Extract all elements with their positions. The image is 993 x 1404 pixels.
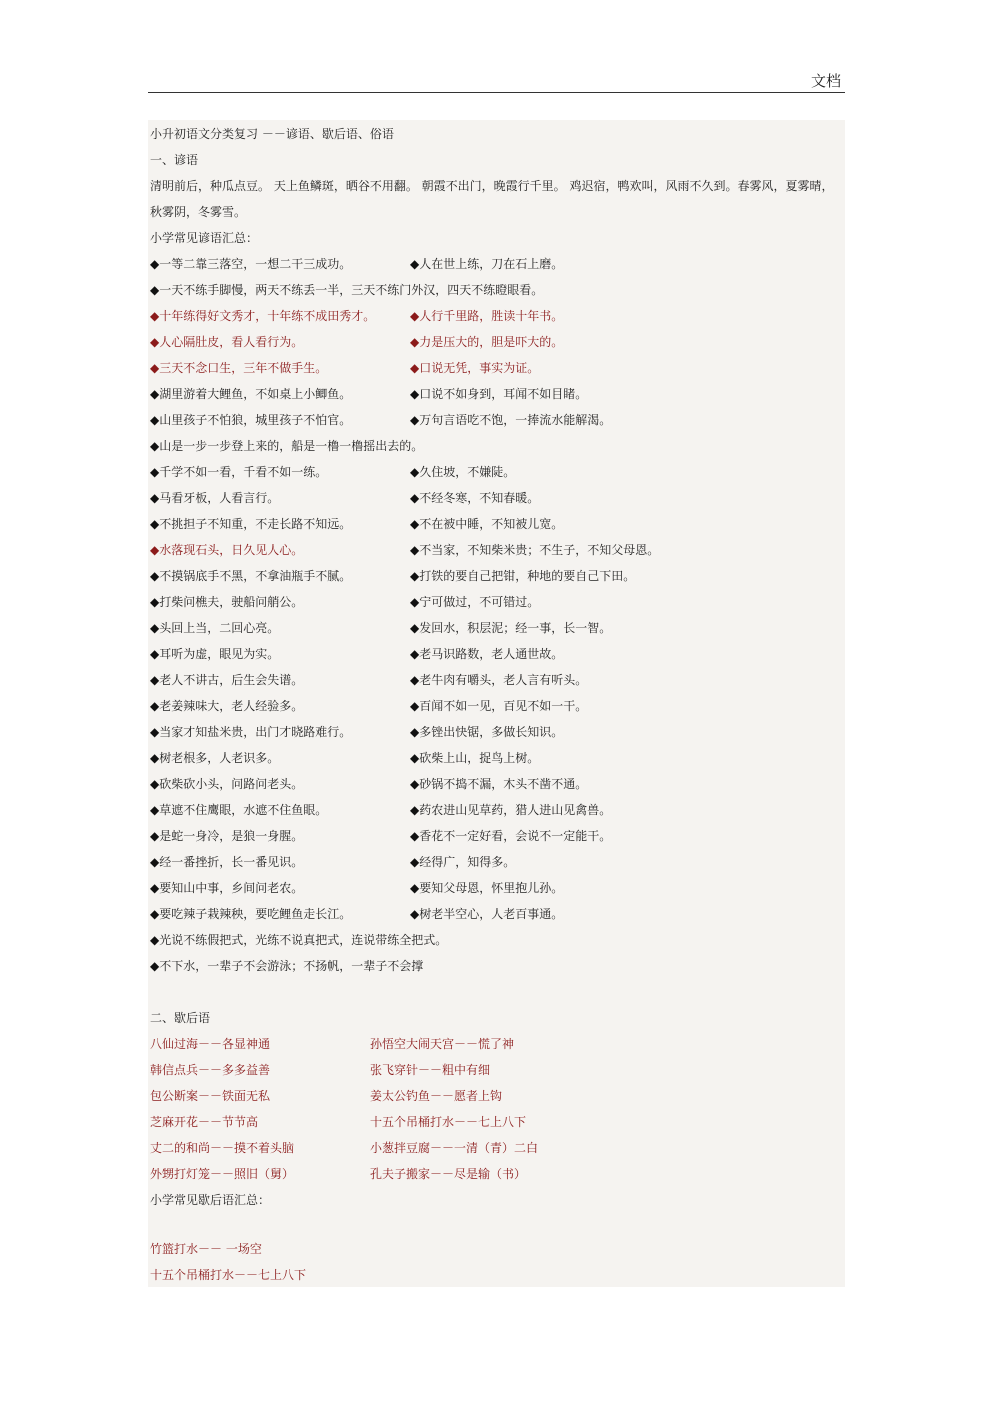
proverb-text: 老牛肉有嚼头，老人言有听头。 bbox=[419, 673, 588, 687]
xiehouyu-summary-label: 小学常见歇后语汇总： bbox=[150, 1193, 271, 1207]
diamond-bullet-icon: ◆ bbox=[410, 907, 420, 921]
proverb-intro-paragraph: 清明前后，种瓜点豆。 天上鱼鳞斑，晒谷不用翻。 朝霞不出门，晚霞行千里。 鸡迟宿，鸭欢叫，风雨不久到。春雾风，夏雾晴，秋雾阴，冬雾雪。 bbox=[150, 179, 834, 219]
proverb-text: 一天不练手脚慢，两天不练丢一半，三天不练门外汉，四天不练瞪眼看。 bbox=[159, 283, 544, 297]
proverb-item bbox=[410, 906, 563, 922]
proverb-item bbox=[150, 932, 447, 948]
diamond-bullet-icon: ◆ bbox=[410, 881, 420, 895]
proverb-text: 树老半空心，人老百事通。 bbox=[419, 907, 564, 921]
header-rule bbox=[148, 92, 845, 93]
diamond-bullet-icon: ◆ bbox=[150, 439, 160, 453]
proverb-text: 药农进山见草药，猎人进山见禽兽。 bbox=[419, 803, 612, 817]
diamond-bullet-icon: ◆ bbox=[410, 777, 420, 791]
proverb-text: 不下水，一辈子不会游泳；不扬帆，一辈子不会撑 bbox=[159, 959, 424, 973]
proverb-item bbox=[410, 386, 587, 402]
proverb-item bbox=[150, 568, 351, 584]
proverb-text: 发回水，积层泥；经一事，长一智。 bbox=[419, 621, 612, 635]
proverb-item bbox=[150, 776, 303, 792]
proverb-text: 人行千里路，胜读十年书。 bbox=[419, 309, 564, 323]
proverb-text: 砂锅不捣不漏，木头不凿不通。 bbox=[419, 777, 588, 791]
proverb-item bbox=[150, 802, 327, 818]
proverb-text: 要知山中事，乡间问老农。 bbox=[159, 881, 304, 895]
diamond-bullet-icon: ◆ bbox=[410, 621, 420, 635]
xiehouyu-item: 芝麻开花－－节节高 bbox=[150, 1115, 259, 1129]
diamond-bullet-icon: ◆ bbox=[150, 959, 160, 973]
diamond-bullet-icon: ◆ bbox=[150, 257, 160, 271]
proverb-item bbox=[150, 958, 423, 974]
diamond-bullet-icon: ◆ bbox=[150, 491, 160, 505]
diamond-bullet-icon: ◆ bbox=[150, 751, 160, 765]
proverb-text: 砍柴砍小头，问路问老头。 bbox=[159, 777, 304, 791]
diamond-bullet-icon: ◆ bbox=[410, 387, 420, 401]
diamond-bullet-icon: ◆ bbox=[410, 465, 420, 479]
xiehouyu-item: 十五个吊桶打水－－七上八下 bbox=[370, 1115, 527, 1129]
diamond-bullet-icon: ◆ bbox=[410, 335, 420, 349]
proverb-item bbox=[150, 828, 303, 844]
xiehouyu-item: 韩信点兵－－多多益善 bbox=[150, 1063, 271, 1077]
proverb-item bbox=[150, 854, 303, 870]
proverb-item bbox=[410, 256, 563, 272]
xiehouyu-item: 孔夫子搬家－－尽是输（书） bbox=[370, 1167, 527, 1181]
proverb-item bbox=[410, 698, 587, 714]
document-title: 小升初语文分类复习 －－谚语、歇后语、俗语 bbox=[150, 127, 394, 141]
proverb-text: 树老根多，人老识多。 bbox=[159, 751, 280, 765]
diamond-bullet-icon: ◆ bbox=[150, 777, 160, 791]
diamond-bullet-icon: ◆ bbox=[150, 335, 160, 349]
diamond-bullet-icon: ◆ bbox=[150, 465, 160, 479]
diamond-bullet-icon: ◆ bbox=[150, 881, 160, 895]
proverb-item bbox=[410, 568, 635, 584]
proverb-item bbox=[150, 724, 351, 740]
proverb-text: 不挑担子不知重，不走长路不知远。 bbox=[159, 517, 352, 531]
proverb-item bbox=[150, 438, 423, 454]
proverb-item bbox=[410, 672, 587, 688]
proverb-text: 一等二靠三落空，一想二干三成功。 bbox=[159, 257, 352, 271]
proverb-text: 是蛇一身冷，是狼一身腥。 bbox=[159, 829, 304, 843]
proverb-item bbox=[150, 386, 351, 402]
proverb-item bbox=[410, 412, 611, 428]
diamond-bullet-icon: ◆ bbox=[410, 647, 420, 661]
proverb-item bbox=[150, 620, 279, 636]
proverb-item bbox=[410, 464, 515, 480]
diamond-bullet-icon: ◆ bbox=[150, 517, 160, 531]
proverb-text: 打柴问樵夫，驶船问艄公。 bbox=[159, 595, 304, 609]
diamond-bullet-icon: ◆ bbox=[410, 309, 420, 323]
proverb-item bbox=[410, 334, 563, 350]
proverb-text: 人在世上练，刀在石上磨。 bbox=[419, 257, 564, 271]
proverb-text: 不当家，不知柴米贵；不生子，不知父母恩。 bbox=[419, 543, 660, 557]
xiehouyu-item: 包公断案－－铁面无私 bbox=[150, 1089, 271, 1103]
proverb-item bbox=[150, 698, 303, 714]
proverb-text: 头回上当，二回心亮。 bbox=[159, 621, 280, 635]
diamond-bullet-icon: ◆ bbox=[410, 517, 420, 531]
proverb-item bbox=[410, 620, 611, 636]
proverb-item bbox=[410, 880, 563, 896]
diamond-bullet-icon: ◆ bbox=[410, 595, 420, 609]
proverb-item bbox=[410, 646, 563, 662]
xiehouyu-item: 十五个吊桶打水－－七上八下 bbox=[150, 1268, 307, 1282]
proverb-item bbox=[150, 542, 303, 558]
section-heading-xiehouyu: 二、歇后语 bbox=[150, 1011, 211, 1025]
proverb-text: 不经冬寒，不知春暖。 bbox=[419, 491, 540, 505]
proverb-text: 马看牙板，人看言行。 bbox=[159, 491, 280, 505]
proverb-text: 山是一步一步登上来的，船是一橹一橹摇出去的。 bbox=[159, 439, 424, 453]
diamond-bullet-icon: ◆ bbox=[150, 855, 160, 869]
xiehouyu-item: 八仙过海－－各显神通 bbox=[150, 1037, 271, 1051]
diamond-bullet-icon: ◆ bbox=[410, 699, 420, 713]
proverb-item bbox=[410, 360, 539, 376]
proverb-item bbox=[150, 594, 303, 610]
proverb-item bbox=[150, 360, 327, 376]
proverb-text: 经一番挫折，长一番见识。 bbox=[159, 855, 304, 869]
proverb-text: 老马识路数，老人通世故。 bbox=[419, 647, 564, 661]
proverb-text: 打铁的要自己把钳，种地的要自己下田。 bbox=[419, 569, 636, 583]
proverb-item bbox=[150, 412, 351, 428]
diamond-bullet-icon: ◆ bbox=[410, 491, 420, 505]
diamond-bullet-icon: ◆ bbox=[410, 751, 420, 765]
proverb-item bbox=[150, 464, 327, 480]
proverb-item bbox=[150, 516, 351, 532]
diamond-bullet-icon: ◆ bbox=[150, 907, 160, 921]
proverb-text: 山里孩子不怕狼，城里孩子不怕官。 bbox=[159, 413, 352, 427]
proverb-item bbox=[150, 308, 375, 324]
proverb-item bbox=[150, 880, 303, 896]
proverb-text: 湖里游着大鲤鱼，不如桌上小鲫鱼。 bbox=[159, 387, 352, 401]
diamond-bullet-icon: ◆ bbox=[410, 829, 420, 843]
proverb-text: 不在被中睡，不知被儿宽。 bbox=[419, 517, 564, 531]
diamond-bullet-icon: ◆ bbox=[150, 361, 160, 375]
diamond-bullet-icon: ◆ bbox=[410, 725, 420, 739]
proverb-text: 多锉出快锯，多做长知识。 bbox=[419, 725, 564, 739]
diamond-bullet-icon: ◆ bbox=[150, 413, 160, 427]
proverb-text: 宁可做过，不可错过。 bbox=[419, 595, 540, 609]
proverb-item bbox=[150, 672, 303, 688]
proverb-item bbox=[410, 490, 539, 506]
diamond-bullet-icon: ◆ bbox=[150, 725, 160, 739]
xiehouyu-item: 小葱拌豆腐－－一清（青）二白 bbox=[370, 1141, 539, 1155]
proverb-item bbox=[410, 854, 515, 870]
diamond-bullet-icon: ◆ bbox=[150, 803, 160, 817]
diamond-bullet-icon: ◆ bbox=[410, 413, 420, 427]
diamond-bullet-icon: ◆ bbox=[150, 595, 160, 609]
proverb-text: 水落现石头，日久见人心。 bbox=[159, 543, 304, 557]
proverb-text: 口说不如身到，耳闻不如目睹。 bbox=[419, 387, 588, 401]
proverb-text: 经得广，知得多。 bbox=[419, 855, 516, 869]
proverb-text: 人心隔肚皮，看人看行为。 bbox=[159, 335, 304, 349]
proverb-text: 香花不一定好看，会说不一定能干。 bbox=[419, 829, 612, 843]
proverb-item bbox=[410, 828, 611, 844]
proverb-item bbox=[150, 906, 351, 922]
diamond-bullet-icon: ◆ bbox=[410, 855, 420, 869]
proverb-text: 砍柴上山，捉鸟上树。 bbox=[419, 751, 540, 765]
header-label: 文档 bbox=[810, 72, 841, 90]
proverb-text: 十年练得好文秀才，十年练不成田秀才。 bbox=[159, 309, 376, 323]
diamond-bullet-icon: ◆ bbox=[410, 673, 420, 687]
proverb-item bbox=[410, 308, 563, 324]
proverb-text: 百闻不如一见，百见不如一干。 bbox=[419, 699, 588, 713]
proverb-text: 口说无凭，事实为证。 bbox=[419, 361, 540, 375]
diamond-bullet-icon: ◆ bbox=[150, 283, 160, 297]
diamond-bullet-icon: ◆ bbox=[150, 569, 160, 583]
proverb-item bbox=[410, 802, 611, 818]
diamond-bullet-icon: ◆ bbox=[410, 569, 420, 583]
xiehouyu-item: 孙悟空大闹天宫－－慌了神 bbox=[370, 1037, 515, 1051]
proverb-text: 草遮不住鹰眼，水遮不住鱼眼。 bbox=[159, 803, 328, 817]
xiehouyu-item: 姜太公钓鱼－－愿者上钩 bbox=[370, 1089, 503, 1103]
proverb-item bbox=[410, 724, 563, 740]
proverb-item bbox=[150, 646, 279, 662]
proverb-text: 力是压大的，胆是吓大的。 bbox=[419, 335, 564, 349]
proverb-text: 三天不念口生，三年不做手生。 bbox=[159, 361, 328, 375]
xiehouyu-item: 外甥打灯笼－－照旧（舅） bbox=[150, 1167, 295, 1181]
proverb-text: 不摸锅底手不黑，不拿油瓶手不腻。 bbox=[159, 569, 352, 583]
document-body bbox=[148, 120, 845, 1287]
proverb-text: 当家才知盐米贵，出门才晓路难行。 bbox=[159, 725, 352, 739]
diamond-bullet-icon: ◆ bbox=[410, 361, 420, 375]
proverb-item bbox=[410, 516, 563, 532]
proverb-item bbox=[410, 776, 587, 792]
proverb-text: 老人不讲古，后生会失谱。 bbox=[159, 673, 304, 687]
proverb-text: 千学不如一看，千看不如一练。 bbox=[159, 465, 328, 479]
proverb-text: 要吃辣子栽辣秧，要吃鲤鱼走长江。 bbox=[159, 907, 352, 921]
proverb-item bbox=[150, 490, 279, 506]
diamond-bullet-icon: ◆ bbox=[150, 543, 160, 557]
proverb-text: 老姜辣味大，老人经验多。 bbox=[159, 699, 304, 713]
diamond-bullet-icon: ◆ bbox=[150, 933, 160, 947]
proverb-text: 万句言语吃不饱，一捧流水能解渴。 bbox=[419, 413, 612, 427]
xiehouyu-item: 张飞穿针－－粗中有细 bbox=[370, 1063, 491, 1077]
proverb-text: 久住坡，不嫌陡。 bbox=[419, 465, 516, 479]
proverb-text: 要知父母恩，怀里抱儿孙。 bbox=[419, 881, 564, 895]
diamond-bullet-icon: ◆ bbox=[410, 257, 420, 271]
proverb-item bbox=[150, 750, 279, 766]
proverb-item bbox=[150, 334, 303, 350]
proverb-text: 耳听为虚，眼见为实。 bbox=[159, 647, 280, 661]
proverb-text: 光说不练假把式，光练不说真把式，连说带练全把式。 bbox=[159, 933, 448, 947]
diamond-bullet-icon: ◆ bbox=[150, 647, 160, 661]
proverb-item bbox=[150, 282, 543, 298]
diamond-bullet-icon: ◆ bbox=[410, 803, 420, 817]
proverb-item bbox=[410, 542, 659, 558]
section-heading-proverbs: 一、谚语 bbox=[150, 153, 199, 167]
diamond-bullet-icon: ◆ bbox=[150, 309, 160, 323]
diamond-bullet-icon: ◆ bbox=[150, 621, 160, 635]
diamond-bullet-icon: ◆ bbox=[410, 543, 420, 557]
diamond-bullet-icon: ◆ bbox=[150, 699, 160, 713]
proverb-summary-label: 小学常见谚语汇总： bbox=[150, 231, 259, 245]
diamond-bullet-icon: ◆ bbox=[150, 829, 160, 843]
xiehouyu-item: 丈二的和尚－－摸不着头脑 bbox=[150, 1141, 295, 1155]
proverb-item bbox=[150, 256, 351, 272]
xiehouyu-item: 竹篮打水－－ 一场空 bbox=[150, 1242, 262, 1256]
diamond-bullet-icon: ◆ bbox=[150, 673, 160, 687]
diamond-bullet-icon: ◆ bbox=[150, 387, 160, 401]
proverb-item bbox=[410, 750, 539, 766]
proverb-item bbox=[410, 594, 539, 610]
